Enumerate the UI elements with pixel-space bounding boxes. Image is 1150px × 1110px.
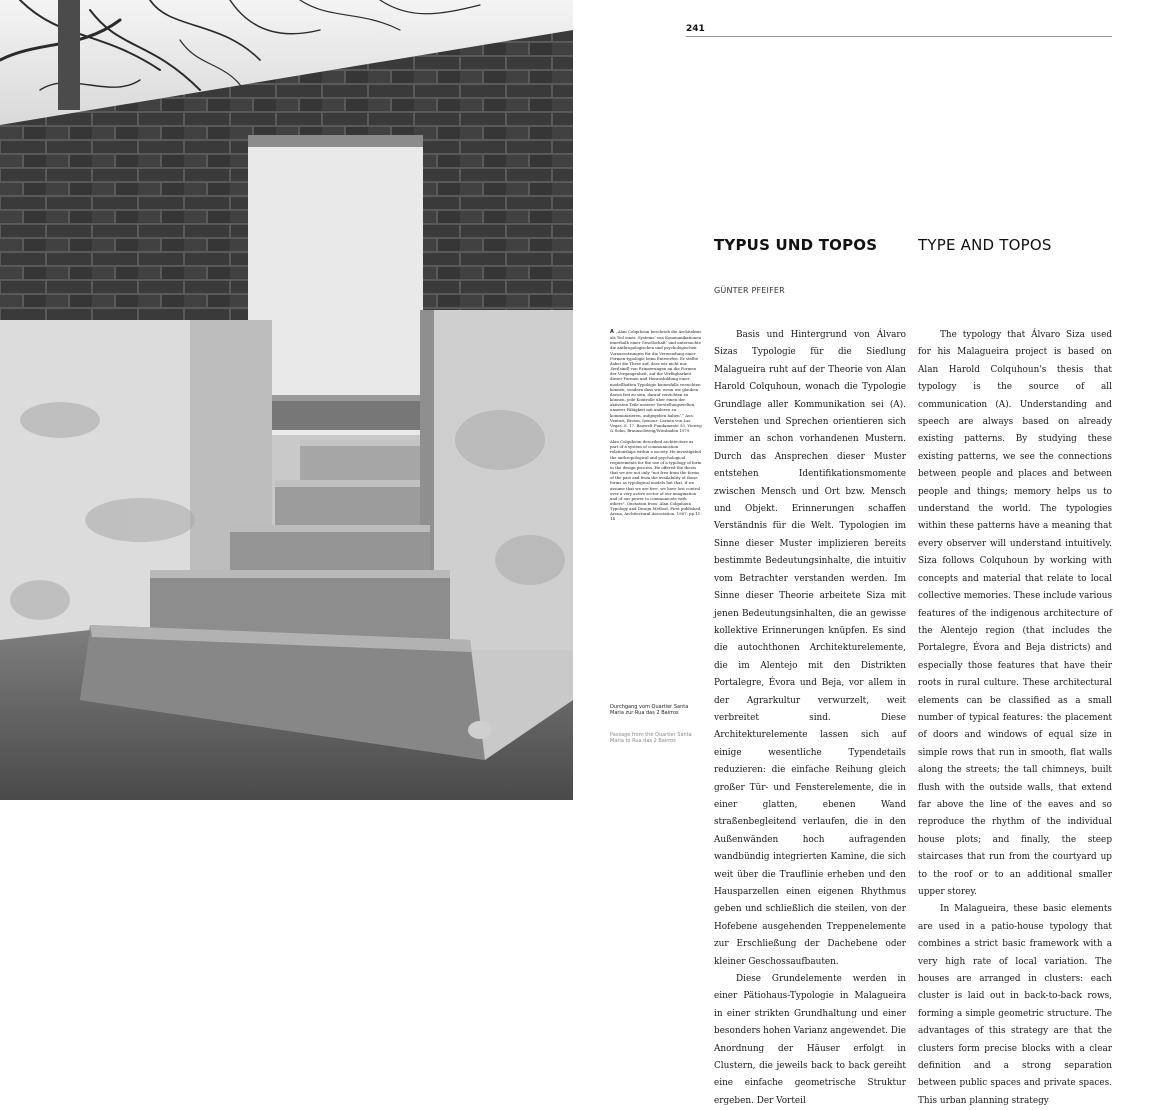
doorway-opening (248, 135, 423, 435)
photo-caption-german: Durchgang vom Quartier Santa Maria zur Rua das 2 Bairros (610, 704, 689, 717)
body-paragraph: Diese Grundelemente werden in einer Pätiohaus-Typologie in Malagueira in einer strikten Grundhaltung und einer besonders hohen Varianz angewendet. Die Anordnung der Häuser erfolgt in Clustern, die jeweils back to back gereiht eine einfache geometrische Struktur ergeben. Der Vorteil (714, 974, 906, 1106)
title-english: TYPE AND TOPOS (918, 236, 1052, 254)
page-number: 241 (686, 24, 705, 34)
body-paragraph: In Malagueira, these basic elements are used in a patio-house typology that combines a strict basic framework with a very high rate of local variation. The houses are arranged in clusters: each cluster is laid out in back-to-back rows, forming a simple geometric structure. The advantages of this strategy are that the clusters form precise blocks with a clear definition and a strong separation between public spaces and private spaces. This urban planning strategy (918, 904, 1112, 1106)
photo-caption-english: Passage from the Quartier Santa Maria to Rua das 2 Bairros (610, 732, 692, 745)
body-column-english (918, 327, 1113, 1106)
photo-illustration (0, 0, 573, 800)
sidenote-english: Alan Colquhoun described architecture as part of a system of communication relationships within a society. He investigated the anthropological and psychological requirements for the use of a typology of form in the design process. He offered the thesis that we are not only "not free from the forms of the past and from the availability of these forms as typological models but that, if we assume that we are free, we have lost control over a very active sector of our imagination and of our power to communicate with others". Quotation from: Alan Colquhoun Typology and Design Method, First published, Arena, Architectural Association, 1967, pp.11-14 (610, 439, 702, 522)
wooden-pole (58, 0, 80, 110)
sidenote-mark: A (610, 329, 614, 335)
body-paragraph: Basis und Hintergrund von Álvaro Sizas Typologie für die Siedlung Malagueira ruht auf der Theorie von Alan Harold Colquhoun, wonach die Typologie Grundlage aller Kommunikation sei (A). Verstehen und Sprechen orientieren sich immer an schon vorhandenen Mustern. Durch das Ansprechen dieser Muster entstehen Identifikationsmomente zwischen Mensch und Ort bzw. Mensch und Objekt. Erinnerungen schaffen Verständnis für die Welt. Typologien im Sinne dieser Muster implizieren bereits bestimmte Bedeutungsinhalte, die intuitiv vom Betrachter verstanden werden. Im Sinne dieser Theorie arbeitete Siza mit jenen Bedeutungsinhalten, die an gewisse kollektive Erinnerungen knüpfen. Es sind die autochthonen Architekturelemente, die im Alentejo mit den Distrikten Portalegre, Évora und Beja, vor allem in der Agrarkultur verwurzelt, weit verbreitet sind. Diese Architekturelemente lassen sich auf einige wesentliche Typendetails reduzieren: die einfache Reihung gleich großer Tür- und Fensterelemente, die in einer glatten, ebenen Wand straßenbegleitend verlaufen, die in den Außenwänden hoch aufragenden wandbündig integrierten Kamine, die sich weit über die Trauflinie erheben und den Hausparzellen einen eigenen Rhythmus geben und schließlich die steilen, von der Hofebene ausgehenden Treppenelemente zur Erschließung der Dachebene oder kleiner Geschossaufbauten. (714, 330, 906, 967)
sidenote-text-german: „Alan Colquhoun beschrieb die Architektur als Teil eines ‚Systems‘ von Kommunikationen innerhalb einer Gesellschaft‘ und untersuchte die anthropologischen und psychologischen Voraussetzungen für die Verwendung einer Formen-typologie beim Entwerfen. Er stellte dabei die These auf, dass wir nicht nur ‚frei[sind] von Erinnerungen an die Formen der Vergangenheit, auf die Verfügbarkeit dieser Formen und Herausbildung einer modellhaften Typologie keinesfalls verzichten können, sondern dass wir, wenn wir glauben davon frei zu sein, darauf verzichten zu können, jede Kontrolle über einen der aktivsten Teile unserer Vorstellungswelten, unserer Fähigkeit mit anderen zu kommunizieren, aufgegeben haben‘.“ Aus: Venturi, Brown, Izenour: Lernen von Las Vegas, S. 17, Bauwelt Fundamente 53, Vieweg & Sohn, Braunschweig/Wiesbaden 1979 (610, 329, 702, 433)
sidenote (610, 329, 702, 528)
body-column-german (714, 327, 906, 1106)
title-german: TYPUS UND TOPOS (714, 236, 878, 254)
author-name: GÜNTER PFEIFER (714, 286, 785, 295)
sidenote-german (610, 329, 702, 433)
body-paragraph: The typology that Álvaro Siza used for his Malagueira project is based on Alan Harold Colquhoun's thesis that typology is the source of all communication (A). Understanding and speech are always based on already existing patterns. By studying these existing patterns, we see the connections between people and places and between people and things; memory helps us to understand the world. The typologies within these patterns have a meaning that every observer will understand intuitively. Siza follows Colquhoun by working with concepts and material that relate to local collective memories. These include various features of the indigenous architecture of the Alentejo region (that includes the Portalegre, Évora and Beja districts) and especially those features that have their roots in rural culture. These architectural elements can be classified as a small number of typical features: the placement of doors and windows of equal size in simple rows that run in smooth, flat walls along the streets; the tall chimneys, built flush with the outside walls, that extend far above the line of the eaves and so reproduce the rhythm of the individual house plots; and finally, the steep staircases that run from the courtyard up to the roof or to an additional smaller upper storey. (918, 330, 1113, 897)
photograph-brick-wall-doorway (0, 0, 573, 800)
header-rule (686, 36, 1112, 37)
